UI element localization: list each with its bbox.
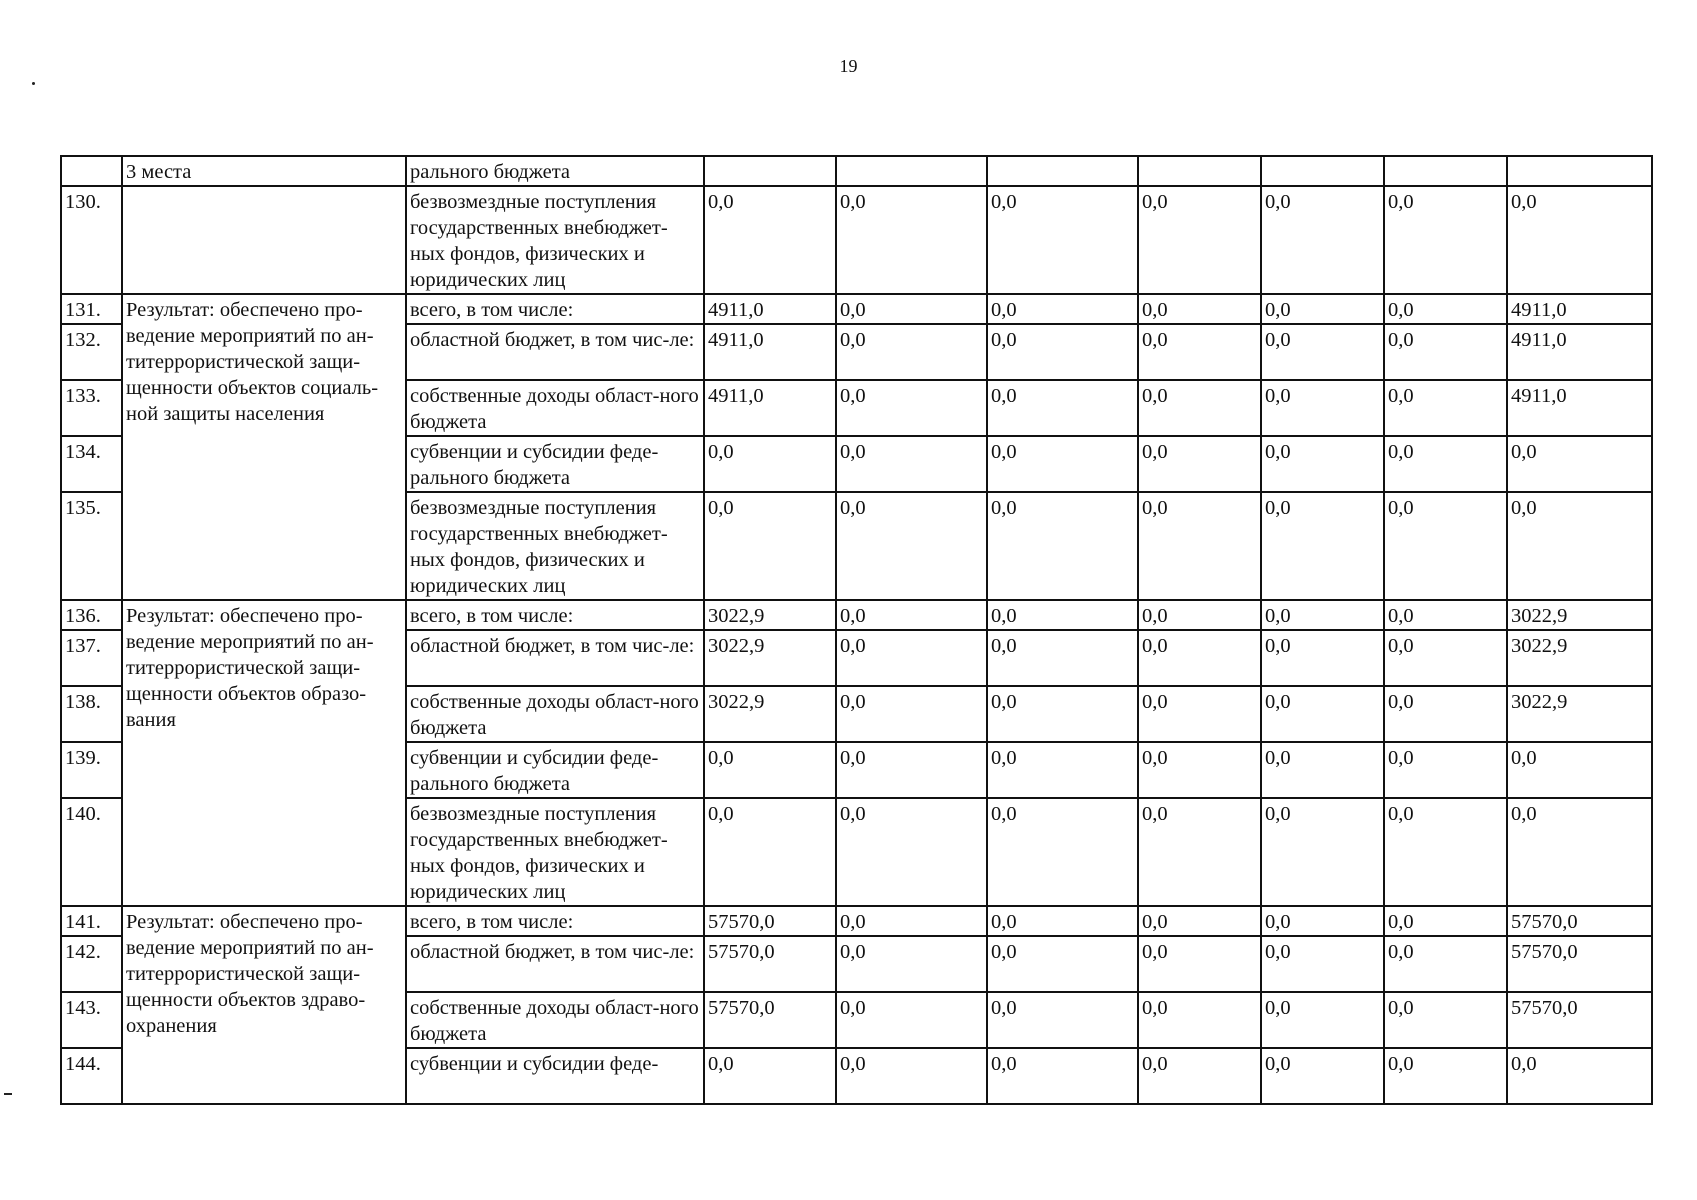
value-cell: 57570,0	[1507, 936, 1652, 992]
value-cell: 0,0	[836, 630, 987, 686]
value-cell: 0,0	[1507, 742, 1652, 798]
value-cell: 0,0	[836, 294, 987, 324]
funding-source-cell: областной бюджет, в том чис-ле:	[406, 936, 704, 992]
funding-source-cell: всего, в том числе:	[406, 600, 704, 630]
value-cell: 0,0	[704, 492, 836, 600]
row-number-cell: 137.	[61, 630, 122, 686]
value-cell: 0,0	[1261, 324, 1384, 380]
value-cell	[1138, 156, 1261, 186]
value-cell: 0,0	[836, 492, 987, 600]
margin-mark	[4, 1093, 12, 1095]
row-number-cell	[61, 156, 122, 186]
budget-table	[60, 155, 1653, 1105]
value-cell: 0,0	[836, 600, 987, 630]
value-cell: 0,0	[1384, 380, 1507, 436]
value-cell: 0,0	[987, 600, 1138, 630]
value-cell: 0,0	[1261, 906, 1384, 936]
value-cell: 0,0	[1507, 436, 1652, 492]
value-cell: 0,0	[987, 1048, 1138, 1104]
value-cell: 0,0	[987, 630, 1138, 686]
value-cell: 0,0	[836, 436, 987, 492]
value-cell: 0,0	[704, 186, 836, 294]
value-cell: 4911,0	[1507, 294, 1652, 324]
row-number-cell: 143.	[61, 992, 122, 1048]
value-cell: 0,0	[1384, 324, 1507, 380]
value-cell: 0,0	[1507, 798, 1652, 906]
value-cell: 0,0	[1261, 798, 1384, 906]
row-number-cell: 132.	[61, 324, 122, 380]
value-cell	[836, 156, 987, 186]
value-cell: 3022,9	[704, 686, 836, 742]
value-cell: 0,0	[1384, 1048, 1507, 1104]
scan-speck	[32, 82, 35, 85]
value-cell: 0,0	[1261, 1048, 1384, 1104]
value-cell: 0,0	[1138, 186, 1261, 294]
value-cell: 0,0	[1138, 492, 1261, 600]
funding-source-cell: всего, в том числе:	[406, 906, 704, 936]
value-cell: 0,0	[1384, 992, 1507, 1048]
value-cell: 4911,0	[704, 380, 836, 436]
value-cell: 0,0	[1138, 742, 1261, 798]
value-cell: 3022,9	[1507, 600, 1652, 630]
value-cell: 0,0	[1384, 436, 1507, 492]
value-cell: 0,0	[1261, 600, 1384, 630]
value-cell: 0,0	[836, 380, 987, 436]
row-number-cell: 138.	[61, 686, 122, 742]
value-cell	[987, 156, 1138, 186]
value-cell: 0,0	[1138, 324, 1261, 380]
value-cell: 0,0	[1261, 436, 1384, 492]
funding-source-cell: собственные доходы област-ного бюджета	[406, 992, 704, 1048]
value-cell: 4911,0	[704, 324, 836, 380]
value-cell: 0,0	[987, 742, 1138, 798]
value-cell: 0,0	[1138, 630, 1261, 686]
value-cell: 57570,0	[704, 936, 836, 992]
table-row	[61, 600, 1652, 630]
result-cell: 3 места	[122, 156, 406, 186]
result-cell: Результат: обеспечено про-ведение мероприятий по ан-титеррористической защи-щенности объектов социаль-ной защиты населения	[122, 294, 406, 600]
value-cell: 0,0	[1261, 294, 1384, 324]
row-number-cell: 142.	[61, 936, 122, 992]
row-number-cell: 139.	[61, 742, 122, 798]
value-cell: 3022,9	[704, 630, 836, 686]
value-cell: 0,0	[1138, 906, 1261, 936]
row-number-cell: 141.	[61, 906, 122, 936]
value-cell: 0,0	[1384, 294, 1507, 324]
row-number-cell: 135.	[61, 492, 122, 600]
funding-source-cell: субвенции и субсидии феде-	[406, 1048, 704, 1104]
value-cell: 0,0	[1138, 798, 1261, 906]
value-cell: 0,0	[1138, 1048, 1261, 1104]
value-cell: 57570,0	[704, 992, 836, 1048]
value-cell: 0,0	[704, 436, 836, 492]
funding-source-cell: безвозмездные поступления государственных внебюджет-ных фондов, физических и юридических лиц	[406, 186, 704, 294]
row-number-cell: 131.	[61, 294, 122, 324]
value-cell: 0,0	[836, 1048, 987, 1104]
table-row	[61, 156, 1652, 186]
row-number-cell: 133.	[61, 380, 122, 436]
value-cell: 57570,0	[1507, 992, 1652, 1048]
value-cell: 0,0	[1261, 492, 1384, 600]
funding-source-cell: субвенции и субсидии феде-рального бюджета	[406, 436, 704, 492]
value-cell: 0,0	[1384, 742, 1507, 798]
funding-source-cell: всего, в том числе:	[406, 294, 704, 324]
value-cell: 0,0	[1384, 686, 1507, 742]
row-number-cell: 140.	[61, 798, 122, 906]
value-cell: 0,0	[1261, 992, 1384, 1048]
table-row	[61, 906, 1652, 936]
funding-source-cell: областной бюджет, в том чис-ле:	[406, 630, 704, 686]
value-cell: 0,0	[704, 798, 836, 906]
value-cell: 0,0	[1261, 686, 1384, 742]
funding-source-cell: рального бюджета	[406, 156, 704, 186]
value-cell: 0,0	[1384, 906, 1507, 936]
value-cell: 3022,9	[1507, 630, 1652, 686]
value-cell: 0,0	[704, 1048, 836, 1104]
value-cell: 0,0	[987, 798, 1138, 906]
value-cell: 0,0	[1384, 630, 1507, 686]
value-cell: 57570,0	[704, 906, 836, 936]
value-cell: 0,0	[836, 798, 987, 906]
value-cell: 0,0	[1138, 436, 1261, 492]
value-cell: 0,0	[704, 742, 836, 798]
value-cell: 0,0	[1507, 492, 1652, 600]
value-cell	[704, 156, 836, 186]
value-cell: 0,0	[987, 492, 1138, 600]
value-cell: 0,0	[836, 324, 987, 380]
value-cell: 0,0	[987, 906, 1138, 936]
value-cell: 0,0	[836, 906, 987, 936]
value-cell: 0,0	[1384, 936, 1507, 992]
value-cell: 0,0	[1261, 380, 1384, 436]
value-cell: 0,0	[1507, 1048, 1652, 1104]
funding-source-cell: субвенции и субсидии феде-рального бюджета	[406, 742, 704, 798]
value-cell: 4911,0	[704, 294, 836, 324]
row-number-cell: 130.	[61, 186, 122, 294]
value-cell: 0,0	[1138, 992, 1261, 1048]
value-cell: 3022,9	[1507, 686, 1652, 742]
value-cell: 0,0	[987, 186, 1138, 294]
value-cell: 0,0	[1138, 936, 1261, 992]
value-cell: 0,0	[987, 992, 1138, 1048]
value-cell: 0,0	[1138, 600, 1261, 630]
value-cell: 0,0	[1138, 380, 1261, 436]
value-cell: 0,0	[836, 742, 987, 798]
value-cell: 0,0	[987, 686, 1138, 742]
value-cell: 4911,0	[1507, 324, 1652, 380]
table-row	[61, 186, 1652, 294]
funding-source-cell: собственные доходы област-ного бюджета	[406, 380, 704, 436]
value-cell: 0,0	[1261, 936, 1384, 992]
funding-source-cell: областной бюджет, в том чис-ле:	[406, 324, 704, 380]
value-cell: 0,0	[1261, 186, 1384, 294]
value-cell: 0,0	[987, 294, 1138, 324]
funding-source-cell: безвозмездные поступления государственных внебюджет-ных фондов, физических и юридических лиц	[406, 492, 704, 600]
value-cell: 0,0	[836, 186, 987, 294]
page-number: 19	[839, 56, 858, 76]
result-cell: Результат: обеспечено про-ведение мероприятий по ан-титеррористической защи-щенности объектов здраво-охранения	[122, 906, 406, 1104]
value-cell: 0,0	[1138, 686, 1261, 742]
funding-source-cell: собственные доходы област-ного бюджета	[406, 686, 704, 742]
value-cell: 0,0	[836, 686, 987, 742]
result-cell	[122, 186, 406, 294]
value-cell: 0,0	[987, 324, 1138, 380]
result-cell: Результат: обеспечено про-ведение мероприятий по ан-титеррористической защи-щенности объектов образо-вания	[122, 600, 406, 906]
value-cell: 0,0	[1261, 742, 1384, 798]
value-cell: 0,0	[1384, 600, 1507, 630]
value-cell: 0,0	[1507, 186, 1652, 294]
value-cell: 0,0	[836, 936, 987, 992]
row-number-cell: 144.	[61, 1048, 122, 1104]
value-cell: 0,0	[1384, 798, 1507, 906]
value-cell: 0,0	[987, 380, 1138, 436]
value-cell	[1261, 156, 1384, 186]
value-cell	[1384, 156, 1507, 186]
funding-source-cell: безвозмездные поступления государственных внебюджет-ных фондов, физических и юридических лиц	[406, 798, 704, 906]
value-cell	[1507, 156, 1652, 186]
value-cell: 0,0	[836, 992, 987, 1048]
table-body	[61, 156, 1652, 1104]
value-cell: 3022,9	[704, 600, 836, 630]
value-cell: 0,0	[1384, 186, 1507, 294]
value-cell: 0,0	[987, 936, 1138, 992]
row-number-cell: 134.	[61, 436, 122, 492]
value-cell: 0,0	[1261, 630, 1384, 686]
value-cell: 4911,0	[1507, 380, 1652, 436]
row-number-cell: 136.	[61, 600, 122, 630]
value-cell: 0,0	[1138, 294, 1261, 324]
value-cell: 0,0	[987, 436, 1138, 492]
value-cell: 57570,0	[1507, 906, 1652, 936]
value-cell: 0,0	[1384, 492, 1507, 600]
table-row	[61, 294, 1652, 324]
